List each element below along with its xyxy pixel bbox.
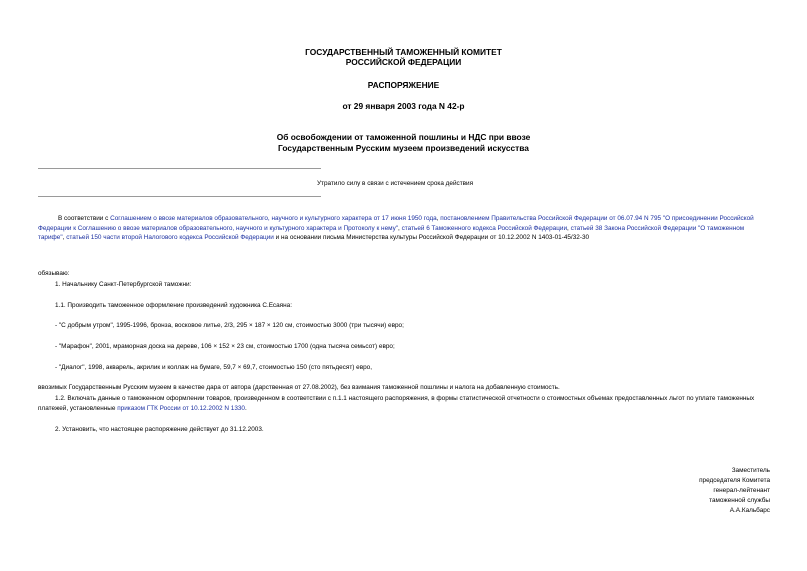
government-decree-link[interactable]: постановлением Правительства Российской Федерации от 06.07.94 N 795 "О присоединении Российской Федерации к Соглашению о ввозе материалов образовательного, научного и культурного характера и Протоколу к нему" bbox=[38, 215, 754, 232]
tax-code-article-link[interactable]: статьей 150 части второй Налогового кодекса Российской Федерации bbox=[66, 234, 274, 242]
gtk-order-link[interactable]: приказом ГТК России от 10.12.2002 N 1330 bbox=[117, 404, 245, 412]
document-type: РАСПОРЯЖЕНИЕ bbox=[367, 80, 440, 90]
obligate-word: обязываю: bbox=[38, 270, 70, 277]
customs-tariff-law-link[interactable]: статьей 38 Закона Российской Федерации "О таможенном тарифе" bbox=[38, 224, 745, 242]
divider-bottom bbox=[38, 196, 321, 197]
signer-title-1: Заместитель bbox=[731, 467, 770, 474]
issuer-line-2: РОССИЙСКОЙ ФЕДЕРАЦИИ bbox=[345, 57, 462, 67]
preamble-paragraph: В соответствии с Соглашением о ввозе материалов образовательного, научного и культурного характера от 17 июня 1950 года, постановлением Правительства Российской Федерации от 06.07.94 N 795 "О присоединении Российской Федерации к Соглашению о ввозе материалов образовательного, научного и культурного характера и Протоколу к нему", статьей 6 Таможенного кодекса Российской Федерации, статьей 38 Закона Российской Федерации "О таможенном тарифе", статьей 150 части второй Налогового кодекса Российской Федерации и на основании письма Министерства культуры Российской Федерации от 10.12.2002 N 1403-01-45/32-30 bbox=[38, 215, 754, 242]
signer-name: А.А.Кальбарс bbox=[729, 507, 770, 514]
status-note: Утратило силу в связи с истечением срока действия bbox=[317, 180, 474, 187]
item-1-2: 1.2. Включать данные о таможенном оформлении товаров, произведенном в соответствии с п.1.1 настоящего распоряжения, в формы статистической отчетности о стоимостных объемах предоставленных льгот по уплате таможенных платежей, установленные приказом ГТК России от 10.12.2002 N 1330. bbox=[38, 395, 755, 412]
document-title-line-1: Об освобождении от таможенной пошлины и НДС при ввозе bbox=[276, 132, 531, 142]
artwork-1: - "С добрым утром", 1995-1996, бронза, восковое литье, 2/3, 295 × 187 × 120 см, стоимостью 3000 (три тысячи) евро; bbox=[55, 322, 404, 329]
signer-title-4: таможенной службы bbox=[709, 497, 770, 504]
import-statement: ввозимых Государственным Русским музеем в качестве дара от автора (дарственная от 27.08.2002), без взимания таможенной пошлины и налога на добавленную стоимость. bbox=[38, 384, 560, 391]
artwork-3: - "Диалог", 1998, акварель, акрилик и коллаж на бумаге, 59,7 × 69,7, стоимостью 150 (сто пятьдесят) евро, bbox=[55, 364, 372, 371]
customs-code-article-link[interactable]: статьей 6 Таможенного кодекса Российской Федерации bbox=[401, 224, 568, 232]
signature-block bbox=[660, 466, 770, 516]
artwork-2: - "Марафон", 2001, мраморная доска на дереве, 106 × 152 × 23 см, стоимостью 1700 (одна тысяча семьсот) евро; bbox=[55, 343, 395, 350]
issuer-line-1: ГОСУДАРСТВЕННЫЙ ТАМОЖЕННЫЙ КОМИТЕТ bbox=[305, 47, 502, 57]
divider-top bbox=[38, 168, 321, 169]
document-title-line-2: Государственным Русским музеем произведений искусства bbox=[278, 143, 529, 153]
document-date-number: от 29 января 2003 года N 42-р bbox=[342, 101, 465, 111]
item-1: 1. Начальнику Санкт-Петербургской таможни: bbox=[55, 281, 192, 288]
item-1-1: 1.1. Производить таможенное оформление произведений художника С.Есаяна: bbox=[55, 302, 292, 309]
agreement-link[interactable]: Соглашением о ввозе материалов образовательного, научного и культурного характера от 17 июня 1950 года bbox=[110, 215, 437, 222]
signer-title-3: генерал-лейтенант bbox=[713, 487, 770, 494]
item-2: 2. Установить, что настоящее распоряжение действует до 31.12.2003. bbox=[55, 426, 264, 433]
signer-title-2: председателя Комитета bbox=[699, 477, 770, 484]
